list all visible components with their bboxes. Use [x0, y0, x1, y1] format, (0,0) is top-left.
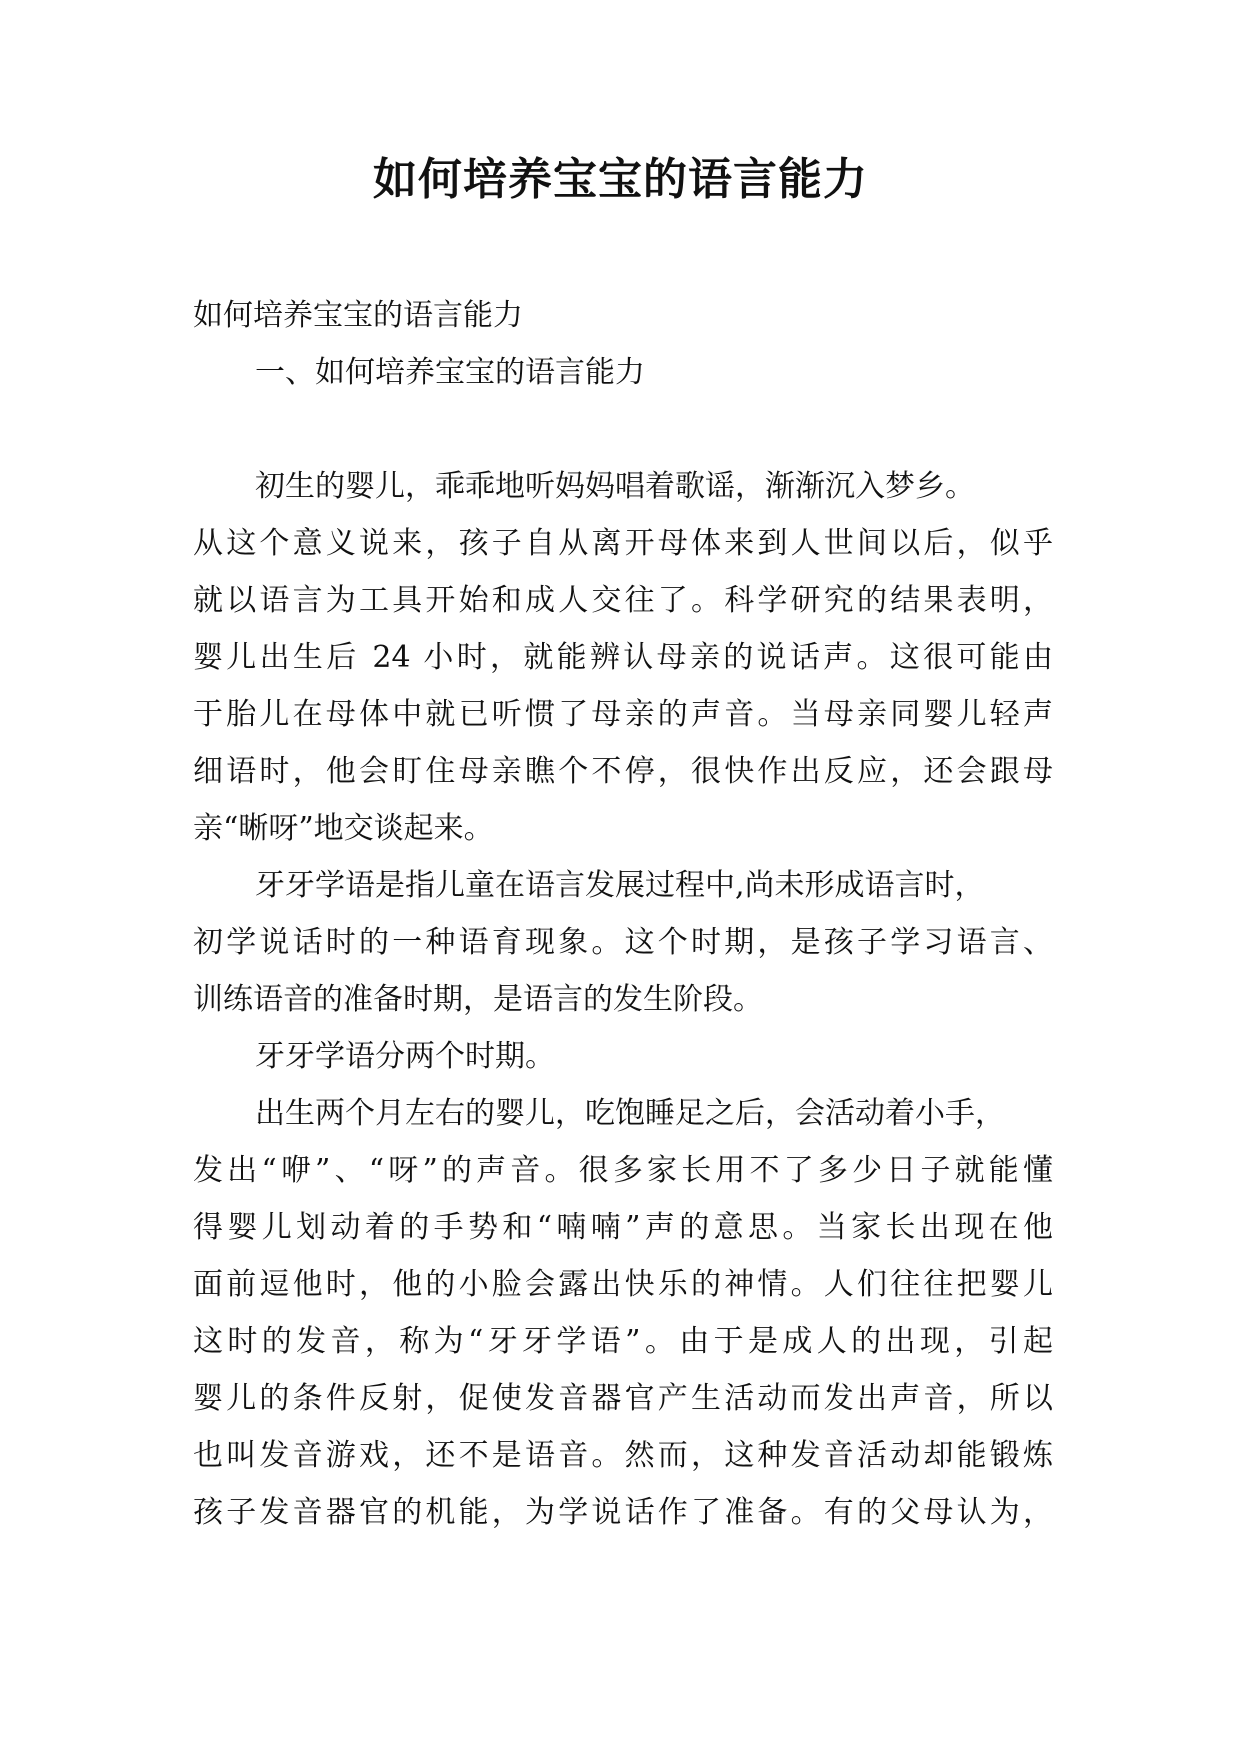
paragraph-line: 发出“咿”、“呀”的声音。很多家长用不了多少日子就能懂 [193, 1153, 1053, 1188]
paragraph-line: 初学说话时的一种语育现象。这个时期，是孩子学习语言、 [193, 925, 1053, 960]
paragraph-line: 初生的婴儿，乖乖地听妈妈唱着歌谣，渐渐沉入梦乡。 [255, 469, 975, 504]
paragraph-line: 得婴儿划动着的手势和“喃喃”声的意思。当家长出现在他 [193, 1210, 1053, 1245]
paragraph-line: 细语时，他会盯住母亲瞧个不停，很快作出反应，还会跟母 [193, 754, 1053, 789]
paragraph-line: 这时的发音，称为“牙牙学语”。由于是成人的出现，引起 [193, 1324, 1053, 1359]
section-heading: 一、如何培养宝宝的语言能力 [255, 355, 645, 390]
paragraph-line: 面前逗他时，他的小脸会露出快乐的神情。人们往往把婴儿 [193, 1267, 1053, 1302]
paragraph-line: 从这个意义说来，孩子自从离开母体来到人世间以后，似乎 [193, 526, 1053, 561]
document-title: 如何培养宝宝的语言能力 [373, 154, 868, 205]
document-subtitle: 如何培养宝宝的语言能力 [193, 298, 523, 333]
paragraph-line: 于胎儿在母体中就已听惯了母亲的声音。当母亲同婴儿轻声 [193, 697, 1053, 732]
paragraph-line: 出生两个月左右的婴儿，吃饱睡足之后，会活动着小手， [255, 1096, 1005, 1131]
paragraph-line: 亲“晰呀”地交谈起来。 [193, 811, 494, 846]
paragraph-line: 牙牙学语是指儿童在语言发展过程中,尚未形成语言时， [255, 868, 985, 903]
paragraph-line: 牙牙学语分两个时期。 [255, 1039, 555, 1074]
paragraph-line: 婴儿的条件反射，促使发音器官产生活动而发出声音，所以 [193, 1381, 1053, 1416]
paragraph-line: 孩子发音器官的机能，为学说话作了准备。有的父母认为， [193, 1495, 1053, 1530]
paragraph-line: 婴儿出生后 24 小时，就能辨认母亲的说话声。这很可能由 [193, 640, 1053, 675]
paragraph-line: 就以语言为工具开始和成人交往了。科学研究的结果表明， [193, 583, 1053, 618]
paragraph-line: 也叫发音游戏，还不是语音。然而，这种发音活动却能锻炼 [193, 1438, 1053, 1473]
paragraph-line: 训练语音的准备时期，是语言的发生阶段。 [193, 982, 763, 1017]
